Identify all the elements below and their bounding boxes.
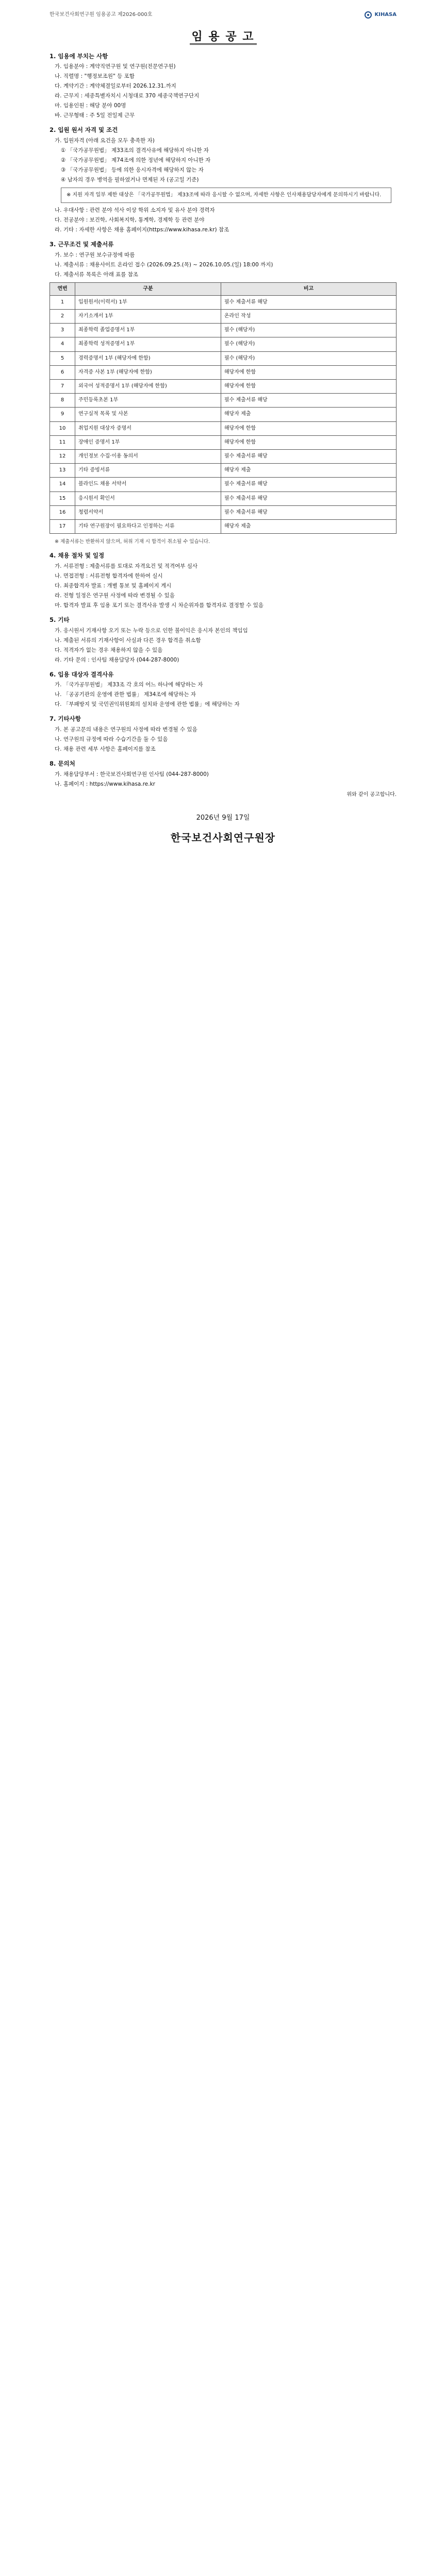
table-header-cell: 연번 [50, 282, 75, 295]
table-cell: 필수 제출서류 해당 [221, 478, 397, 492]
section-s1 [49, 52, 397, 121]
table-row [50, 478, 397, 492]
table-row [50, 435, 397, 449]
table-cell: 해당자 제출 [221, 464, 397, 478]
table-cell: 기타 연구원장이 필요하다고 인정하는 서류 [75, 519, 221, 533]
table-cell: 3 [50, 324, 75, 337]
paragraph: 마. 임용인원 : 해당 분야 00명 [55, 103, 126, 109]
table-cell: 해당자에 한함 [221, 435, 397, 449]
table-cell: 5 [50, 351, 75, 365]
paragraph: 마. 합격자 발표 후 임용 포기 또는 결격사유 발생 시 차순위자를 합격자로 결정할 수 있음 [55, 602, 264, 609]
section-s4 [49, 551, 397, 610]
paragraph: ② 「국가공무원법」 제74조에 의한 정년에 해당하지 아니한 자 [61, 157, 211, 163]
table-cell: 9 [50, 408, 75, 421]
table-cell: 해당자 제출 [221, 408, 397, 421]
table-row [50, 337, 397, 351]
table-cell: 필수 (해당자) [221, 337, 397, 351]
section-s2 [49, 125, 397, 234]
paragraph: 가. 임용분야 : 계약직연구원 및 연구원(전문연구원) [55, 63, 176, 70]
table-cell: 청렴서약서 [75, 505, 221, 519]
section-s6 [49, 670, 397, 709]
table-cell: 필수 (해당자) [221, 324, 397, 337]
paragraph: 가. 채용담당부서 : 한국보건사회연구원 인사팀 (044-287-8000) [55, 771, 209, 777]
table-cell: 해당자에 한함 [221, 365, 397, 379]
sections-container [49, 52, 397, 789]
header [49, 9, 397, 21]
note-box: ※ 지원 자격 일부 제한 대상은 「국가공무원법」 제33조에 따라 응시할 수 없으며, 자세한 사항은 인사채용담당자에게 문의하시기 바랍니다. [61, 188, 391, 203]
table-cell: 11 [50, 435, 75, 449]
section-title: 1. 임용에 부치는 사항 [49, 52, 108, 60]
paragraph: 다. 전공분야 : 보건학, 사회복지학, 통계학, 경제학 등 관련 분야 [55, 217, 205, 224]
paragraph: 나. 홈페이지 : https://www.kihasa.re.kr [55, 781, 155, 787]
paragraph: 가. 입원자격 (아래 요건을 모두 충족한 자) [55, 137, 155, 144]
logo-mark-icon [365, 11, 372, 19]
paragraph: ① 「국가공무원법」 제33조의 결격사유에 해당하지 아니한 자 [61, 147, 209, 154]
table-cell: 7 [50, 380, 75, 394]
table-cell: 1 [50, 295, 75, 309]
table-cell: 12 [50, 449, 75, 463]
paragraph: 다. 채용 관련 세부 사항은 홈페이지를 참조 [55, 745, 156, 752]
table-cell: 최종학력 졸업증명서 1부 [75, 324, 221, 337]
table-cell: 13 [50, 464, 75, 478]
logo-text: KIHASA [374, 11, 397, 18]
section-title: 6. 입용 대상자 결격사유 [49, 670, 114, 678]
table-cell: 6 [50, 365, 75, 379]
paragraph: 라. 전형 일정은 연구원 사정에 따라 변경될 수 있음 [55, 592, 175, 599]
table-row [50, 492, 397, 505]
table-cell: 필수 제출서류 해당 [221, 449, 397, 463]
documents-table [49, 282, 397, 534]
paragraph: 가. 「국가공무원법」 제33조 각 호의 어느 하나에 해당하는 자 [55, 682, 203, 688]
paragraph: 다. 적격자가 없는 경우 채용하지 않을 수 있음 [55, 647, 163, 653]
table-header-cell: 구분 [75, 282, 221, 295]
paragraph: 나. 연구원의 규정에 따라 수습기간을 둘 수 있음 [55, 736, 168, 742]
table-cell: 4 [50, 337, 75, 351]
table-cell: 자격증 사본 1부 (해당자에 한함) [75, 365, 221, 379]
table-cell: 블라인드 채용 서약서 [75, 478, 221, 492]
paragraph: 가. 본 공고문의 내용은 연구원의 사정에 따라 변경될 수 있음 [55, 726, 197, 733]
paragraph: 나. 제출된 서류의 기재사항이 사실과 다른 경우 합격을 취소함 [55, 637, 201, 643]
table-cell: 응시원서 확인서 [75, 492, 221, 505]
table-cell: 외국어 성적증명서 1부 (해당자에 한함) [75, 380, 221, 394]
table-cell: 15 [50, 492, 75, 505]
table-cell: 온라인 작성 [221, 310, 397, 324]
page-title: 임 용 공 고 [49, 28, 397, 46]
paragraph: 나. 직렬명 : "행정보조원" 등 포함 [55, 73, 135, 80]
table-cell: 필수 제출서류 해당 [221, 394, 397, 408]
section-s8 [49, 759, 397, 789]
table-row [50, 380, 397, 394]
table-cell: 자기소개서 1부 [75, 310, 221, 324]
paragraph: 나. 제출서류 : 채용사이트 온라인 접수 (2026.09.25.(목) ~ 2026.10.05.(일) 18:00 까지) [55, 261, 273, 268]
section-title: 5. 기타 [49, 616, 70, 624]
closing-note: 위와 같이 공고합니다. [346, 791, 397, 798]
table-row [50, 351, 397, 365]
table-cell: 14 [50, 478, 75, 492]
paragraph: 다. 최종합격자 발표 : 개별 통보 및 홈페이지 게시 [55, 583, 172, 589]
paragraph: 다. 「부패방지 및 국민권익위원회의 설치와 운영에 관한 법률」에 해당하는 자 [55, 701, 240, 708]
table-header-row [50, 282, 397, 295]
sign-date: 2026년 9월 17일 [196, 814, 250, 822]
table-cell: 해당자에 한함 [221, 421, 397, 435]
table-cell: 개인정보 수집·이용 동의서 [75, 449, 221, 463]
table-row [50, 295, 397, 309]
paragraph: ④ 남자의 경우 병역을 필하였거나 면제된 자 (공고일 기준) [61, 176, 199, 183]
paragraph: 라. 기타 문의 : 인사팀 채용담당자 (044-287-8000) [55, 656, 179, 663]
table-row [50, 505, 397, 519]
paragraph: 가. 서류전형 : 제출서류를 토대로 자격요건 및 적격여부 심사 [55, 563, 198, 570]
document-page [0, 0, 446, 867]
table-row [50, 421, 397, 435]
paragraph: 가. 보수 : 연구원 보수규정에 따름 [55, 251, 135, 258]
signature-block [49, 812, 397, 846]
table-row [50, 324, 397, 337]
header-reference: 한국보건사회연구원 임용공고 제2026-000호 [49, 11, 153, 18]
table-row [50, 464, 397, 478]
table-cell: 17 [50, 519, 75, 533]
paragraph: ③ 「국가공무원법」 등에 의한 응시자격에 해당하지 않는 자 [61, 166, 204, 173]
table-row [50, 310, 397, 324]
paragraph: 나. 면접전형 : 서류전형 합격자에 한하여 실시 [55, 573, 163, 580]
table-row [50, 365, 397, 379]
table-cell: 10 [50, 421, 75, 435]
section-s3 [49, 240, 397, 546]
section-title: 7. 기타사항 [49, 715, 81, 723]
table-row [50, 394, 397, 408]
table-cell: 장애인 증명서 1부 [75, 435, 221, 449]
table-cell: 16 [50, 505, 75, 519]
paragraph: 다. 제출서류 목록은 아래 표를 참조 [55, 271, 139, 278]
table-cell: 필수 제출서류 해당 [221, 295, 397, 309]
section-title: 3. 근무조건 및 제출서류 [49, 241, 114, 248]
table-row [50, 449, 397, 463]
table-cell: 취업지원 대상자 증명서 [75, 421, 221, 435]
paragraph: 라. 근무지 : 세종특별자치시 시청대로 370 세종국책연구단지 [55, 93, 200, 99]
table-header-cell: 비고 [221, 282, 397, 295]
paragraph: 가. 응시원서 기재사항 오기 또는 누락 등으로 인한 불이익은 응시자 본인의 책임임 [55, 627, 248, 634]
table-row [50, 519, 397, 533]
paragraph: 바. 근무형태 : 주 5일 전일제 근무 [55, 112, 135, 119]
table-cell: 해당자 제출 [221, 519, 397, 533]
section-title: 8. 문의처 [49, 759, 75, 767]
paragraph: 다. 계약기간 : 계약체결일로부터 2026.12.31.까지 [55, 83, 176, 90]
sign-organization: 한국보건사회연구원장 [170, 831, 276, 844]
section-title: 4. 채용 절차 및 일정 [49, 552, 105, 560]
table-cell: 해당자에 한함 [221, 380, 397, 394]
table-cell: 8 [50, 394, 75, 408]
table-cell: 필수 제출서류 해당 [221, 492, 397, 505]
table-cell: 필수 (해당자) [221, 351, 397, 365]
section-s5 [49, 615, 397, 665]
table-cell: 최종학력 성적증명서 1부 [75, 337, 221, 351]
kihasa-logo [365, 11, 397, 19]
table-cell: 2 [50, 310, 75, 324]
table-cell: 경력증명서 1부 (해당자에 한함) [75, 351, 221, 365]
section-title: 2. 입원 원서 자격 및 조건 [49, 126, 118, 134]
paragraph: 라. 기타 : 자세한 사항은 채용 홈페이지(https://www.kihasa.re.kr) 참조 [55, 227, 229, 233]
table-cell: 연구실적 목록 및 사본 [75, 408, 221, 421]
table-cell: 입원원서(이력서) 1부 [75, 295, 221, 309]
table-note: ※ 제출서류는 반환하지 않으며, 허위 기재 시 합격이 취소될 수 있습니다. [55, 539, 210, 545]
table-row [50, 408, 397, 421]
paragraph: 나. 「공공기관의 운영에 관한 법률」 제34조에 해당하는 자 [55, 691, 196, 698]
table-cell: 필수 제출서류 해당 [221, 505, 397, 519]
section-s7 [49, 714, 397, 754]
table-cell: 기타 증빙서류 [75, 464, 221, 478]
table-cell: 주민등록초본 1부 [75, 394, 221, 408]
paragraph: 나. 우대사항 : 관련 분야 석사 이상 학위 소지자 및 유사 분야 경력자 [55, 207, 215, 214]
